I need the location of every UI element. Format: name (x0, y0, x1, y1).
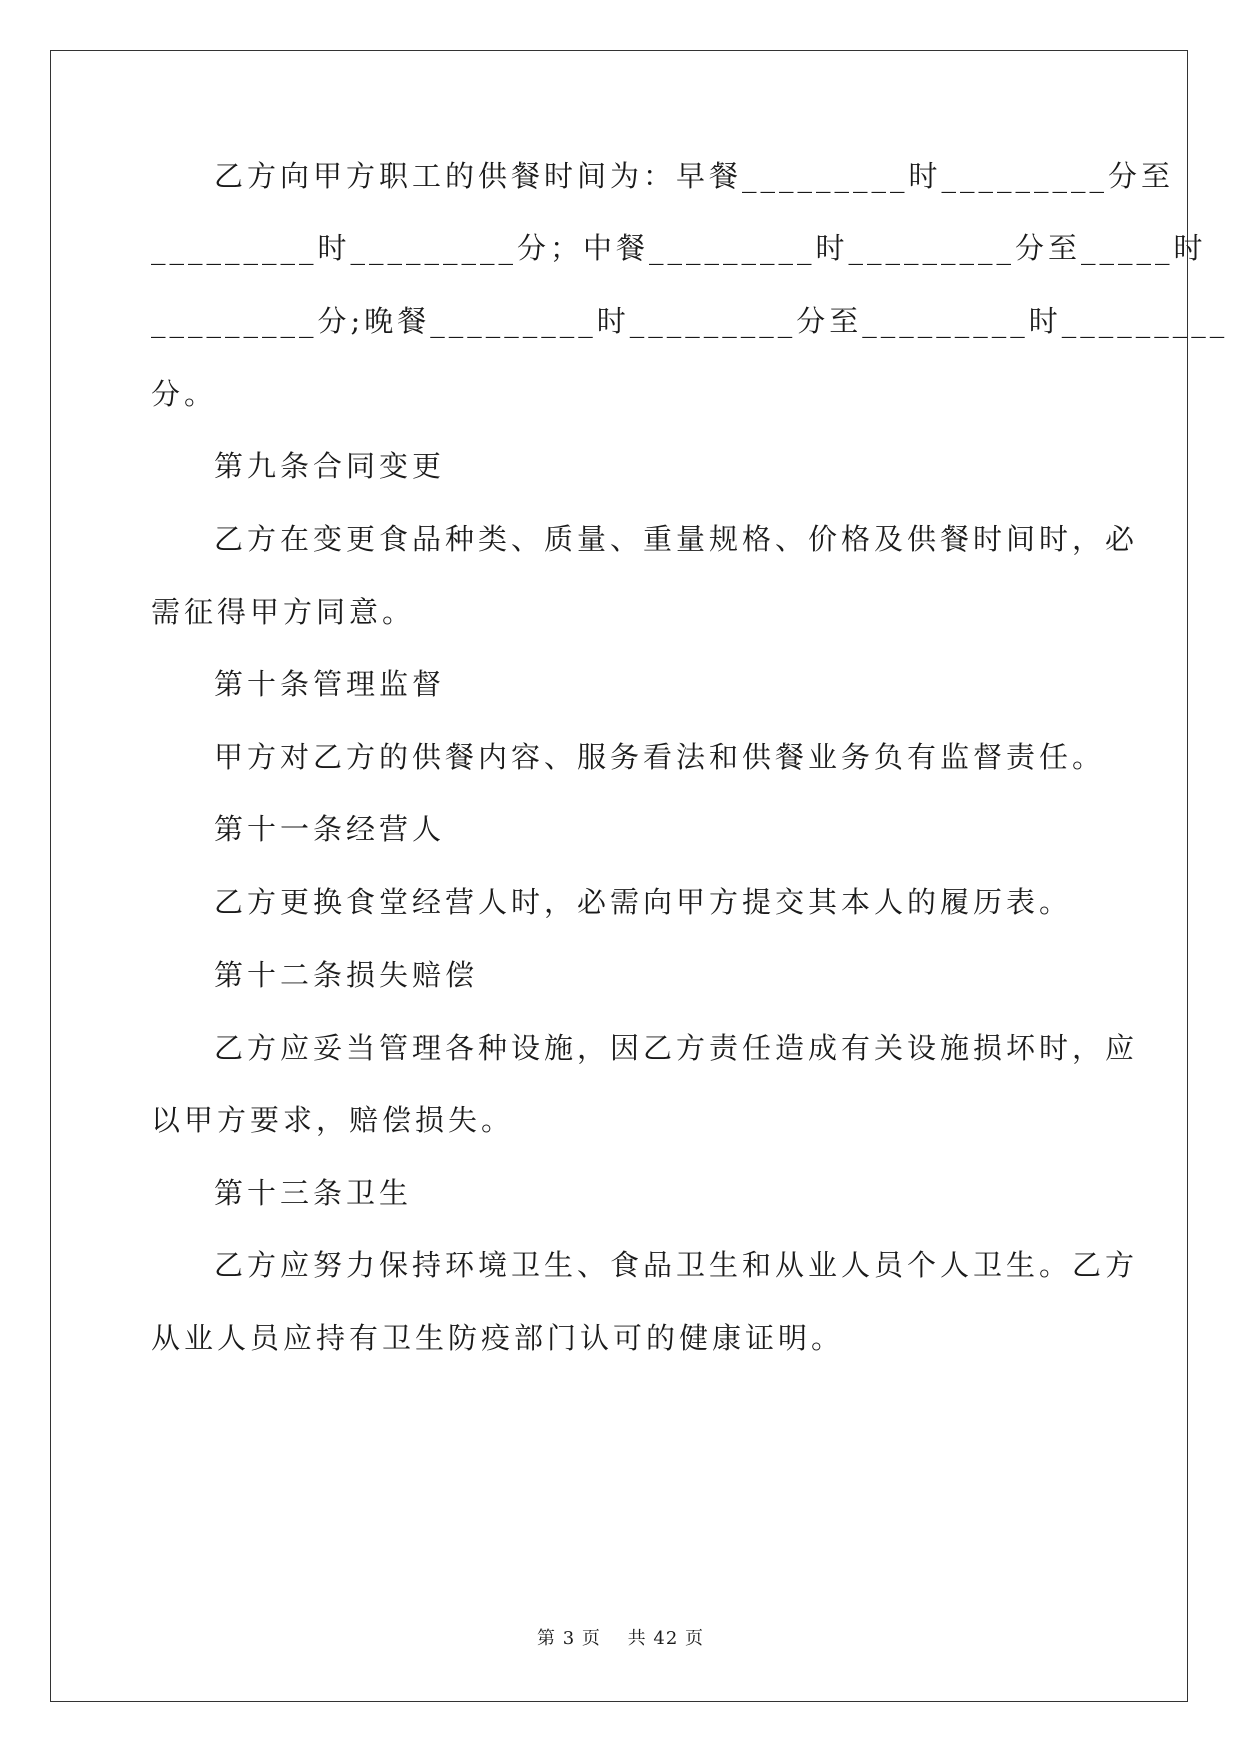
meal-time-line-2: _________时_________分；中餐_________时_________分至_____时 (151, 231, 1207, 265)
paragraph-13-line-1: 乙方应努力保持环境卫生、食品卫生和从业人员个人卫生。乙方 (214, 1248, 1139, 1282)
meal-time-line-4: 分。 (151, 377, 218, 411)
page-total: 共 42 页 (627, 1628, 704, 1649)
page-number: 第 3 页 (537, 1628, 601, 1649)
paragraph-12-line-1: 乙方应妥当管理各种设施，因乙方责任造成有关设施损坏时，应 (214, 1031, 1139, 1065)
paragraph-9-line-1: 乙方在变更食品种类、质量、重量规格、价格及供餐时间时，必 (214, 522, 1139, 556)
page-footer (0, 1624, 1241, 1650)
paragraph-10: 甲方对乙方的供餐内容、服务看法和供餐业务负有监督责任。 (214, 740, 1106, 774)
paragraph-13-line-2: 从业人员应持有卫生防疫部门认可的健康证明。 (151, 1321, 845, 1355)
paragraph-12-line-2: 以甲方要求，赔偿损失。 (151, 1103, 515, 1137)
meal-time-line-3: _________分;晚餐_________时_________分至_________时_________ (151, 304, 1229, 338)
paragraph-9-line-2: 需征得甲方同意。 (151, 595, 416, 629)
section-heading-10: 第十条管理监督 (214, 667, 446, 701)
paragraph-11: 乙方更换食堂经营人时，必需向甲方提交其本人的履历表。 (214, 885, 1073, 919)
section-heading-11: 第十一条经营人 (214, 812, 446, 846)
page-border (50, 50, 1229, 1702)
section-heading-13: 第十三条卫生 (214, 1176, 413, 1210)
meal-time-line-1: 乙方向甲方职工的供餐时间为：早餐_________时_________分至 (214, 159, 1175, 193)
section-heading-12: 第十二条损失赔偿 (214, 958, 479, 992)
section-heading-9: 第九条合同变更 (214, 449, 446, 483)
